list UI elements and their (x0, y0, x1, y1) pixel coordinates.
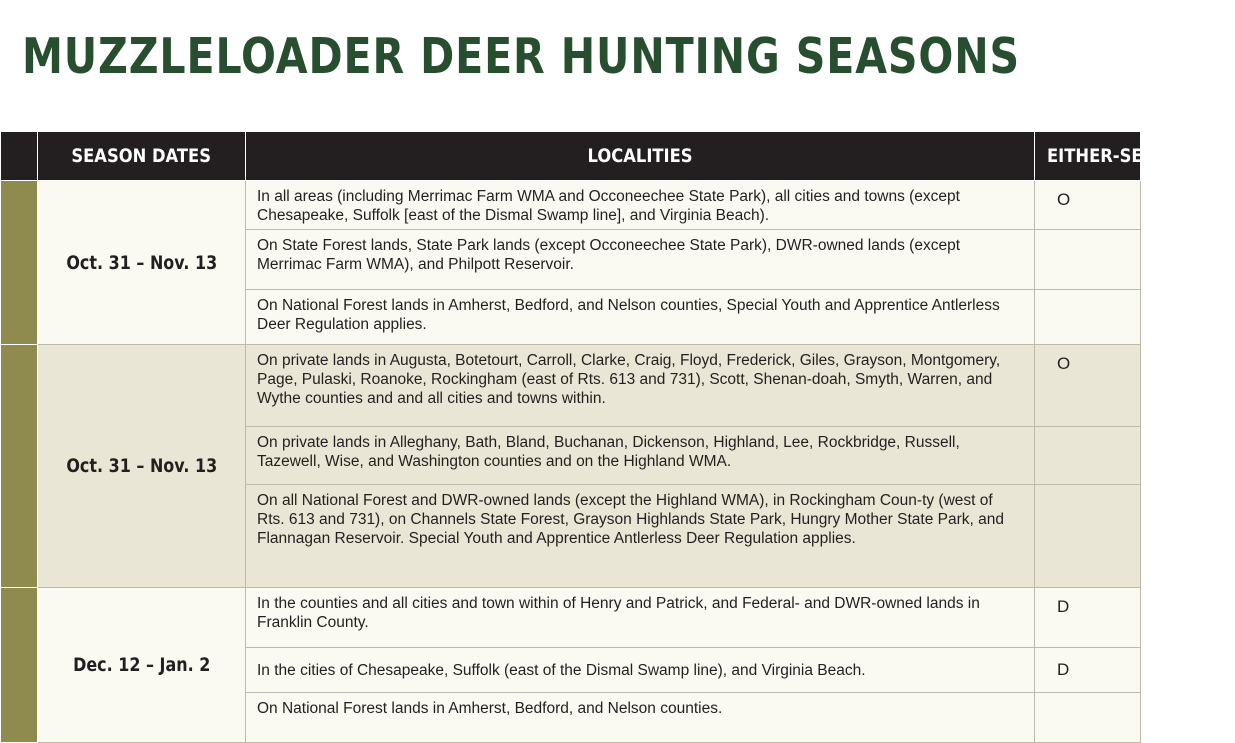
page-title: MUZZLELOADER DEER HUNTING SEASONS (22, 28, 1020, 85)
table-row (1, 345, 1141, 427)
season-dates-cell: Dec. 12 – Jan. 2 (38, 588, 246, 743)
group-side-band (1, 588, 38, 743)
either-sex-cell: O (1035, 345, 1141, 427)
locality-cell: On National Forest lands in Amherst, Bedford, and Nelson counties. (246, 693, 1035, 743)
either-sex-cell: O (1035, 181, 1141, 230)
locality-cell: On all National Forest and DWR-owned lands (except the Highland WMA), in Rockingham Coun-ty (west of Rts. 613 and 731), on Channels State Forest, Grayson Highlands State Park, Hungry Mother State Park, and Flannagan Reservoir. Special Youth and Apprentice Antlerless Deer Regulation applies. (246, 485, 1035, 588)
locality-cell: In the counties and all cities and town within of Henry and Patrick, and Federal- and DWR-owned lands in Franklin County. (246, 588, 1035, 648)
table-row (1, 588, 1141, 648)
either-sex-cell (1035, 427, 1141, 485)
group-side-band (1, 345, 38, 588)
either-sex-cell (1035, 290, 1141, 345)
header-season-dates: SEASON DATES (38, 132, 246, 181)
either-sex-cell: D (1035, 648, 1141, 693)
season-dates-cell: Oct. 31 – Nov. 13 (38, 181, 246, 345)
table-row (1, 181, 1141, 230)
season-dates-cell: Oct. 31 – Nov. 13 (38, 345, 246, 588)
either-sex-cell (1035, 485, 1141, 588)
header-localities: LOCALITIES (246, 132, 1035, 181)
group-side-band (1, 181, 38, 345)
seasons-table (0, 132, 1210, 743)
header-either-sex-days: EITHER-SEX DAYS (1035, 132, 1141, 181)
either-sex-cell: D (1035, 588, 1141, 648)
either-sex-cell (1035, 693, 1141, 743)
table-header-row (1, 132, 1141, 181)
locality-cell: On private lands in Alleghany, Bath, Bland, Buchanan, Dickenson, Highland, Lee, Rockbridge, Russell, Tazewell, Wise, and Washington counties and on the Highland WMA. (246, 427, 1035, 485)
locality-cell: On State Forest lands, State Park lands (except Occoneechee State Park), DWR-owned lands (except Merrimac Farm WMA), and Philpott Reservoir. (246, 230, 1035, 290)
locality-cell: In all areas (including Merrimac Farm WMA and Occoneechee State Park), all cities and towns (except Chesapeake, Suffolk [east of the Dismal Swamp line], and Virginia Beach). (246, 181, 1035, 230)
header-spacer (1, 132, 38, 181)
seasons-table-viewport (0, 132, 1210, 741)
locality-cell: On private lands in Augusta, Botetourt, Carroll, Clarke, Craig, Floyd, Frederick, Giles, Grayson, Montgomery, Page, Pulaski, Roanoke, Rockingham (east of Rts. 613 and 731), Scott, Shenan-doah, Smyth, Warren, and Wythe counties and and all cities and towns within. (246, 345, 1035, 427)
either-sex-cell (1035, 230, 1141, 290)
locality-cell: On National Forest lands in Amherst, Bedford, and Nelson counties, Special Youth and Apprentice Antlerless Deer Regulation applies. (246, 290, 1035, 345)
locality-cell: In the cities of Chesapeake, Suffolk (east of the Dismal Swamp line), and Virginia Beach. (246, 648, 1035, 693)
